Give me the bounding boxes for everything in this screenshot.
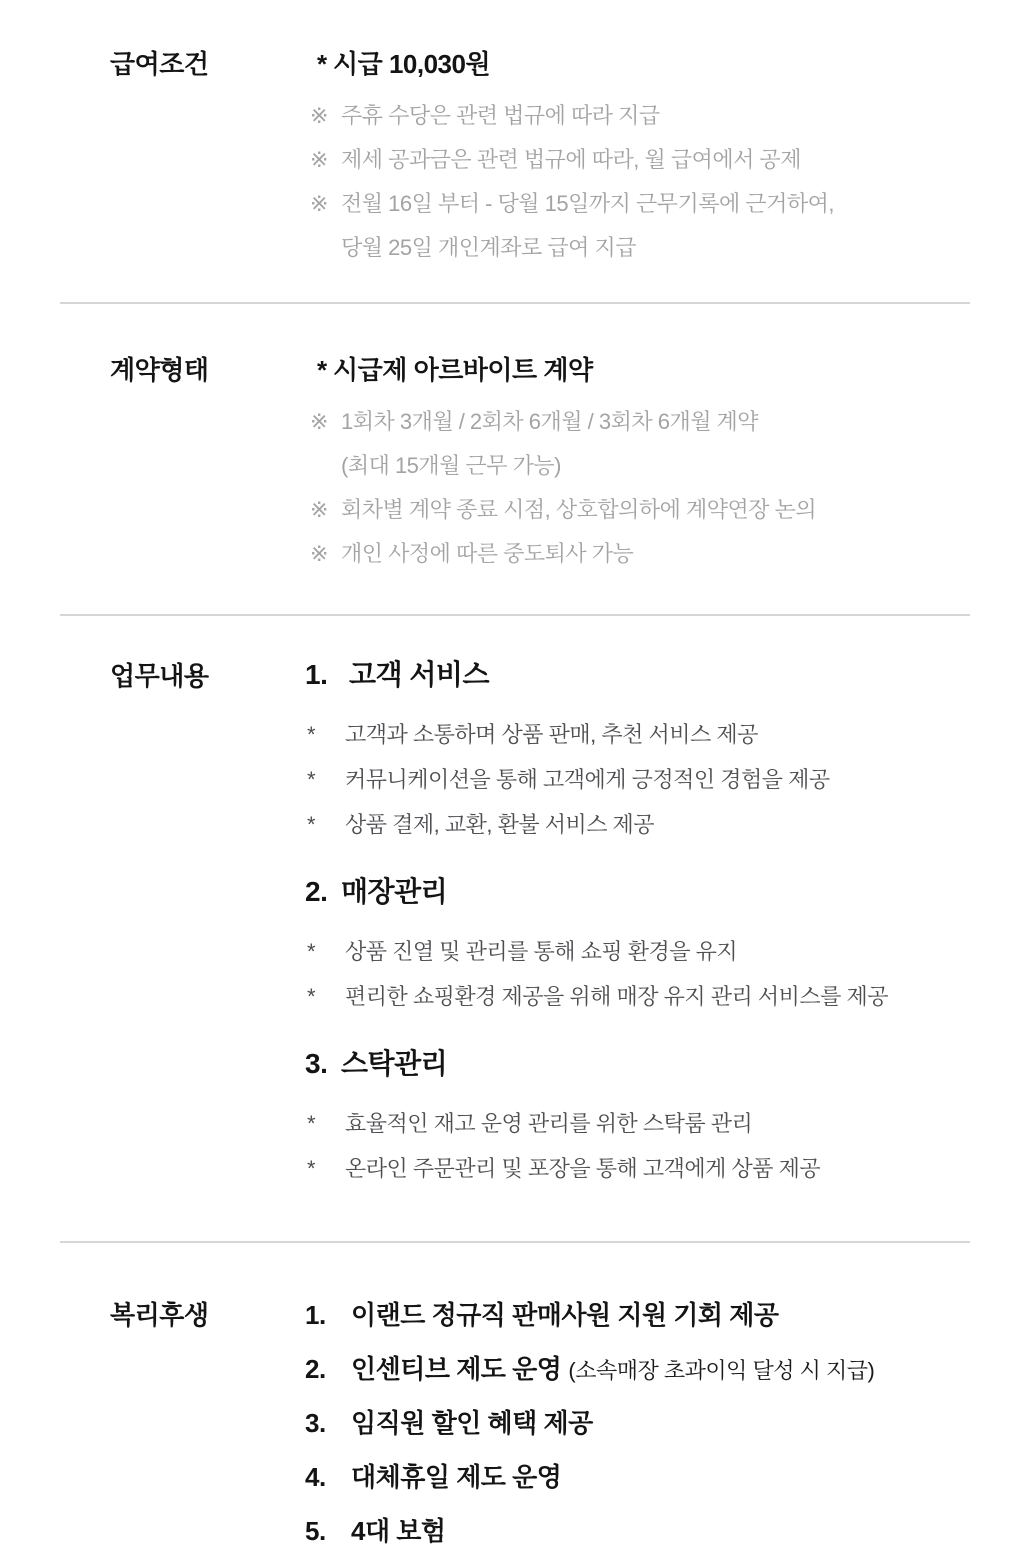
section-content-salary	[305, 46, 970, 270]
benefit-item	[305, 1451, 970, 1505]
contract-heading-line	[305, 352, 970, 388]
bullet-text: 편리한 쇼핑환경 제공을 위해 매장 유지 관리 서비스를 제공	[345, 984, 888, 1009]
section-label-salary: 급여조건	[110, 49, 209, 79]
note-indent	[305, 226, 341, 270]
bullet-line	[305, 1101, 970, 1146]
duty-number: 1.	[305, 659, 328, 690]
reference-mark-icon: ※	[310, 497, 328, 522]
benefit-item	[305, 1397, 970, 1451]
section-label-benefits: 복리후생	[110, 1300, 209, 1330]
bullet-line	[305, 802, 970, 847]
note-text: 개인 사정에 따른 중도퇴사 가능	[341, 541, 634, 566]
note-indent	[305, 444, 341, 488]
contract-heading: 시급제 아르바이트 계약	[333, 355, 593, 385]
note-text: 1회차 3개월 / 2회차 6개월 / 3회차 6개월 계약	[341, 409, 759, 434]
section-content-duties	[305, 658, 970, 1191]
asterisk-bullet-icon: *	[307, 1156, 316, 1181]
duty-group-stock-management	[305, 1047, 970, 1191]
benefit-text	[351, 1397, 600, 1451]
benefit-number: 5.	[305, 1516, 326, 1546]
benefit-number: 1.	[305, 1300, 326, 1330]
benefit-main-text: 임직원 할인 혜택 제공	[351, 1408, 593, 1438]
benefit-text	[351, 1343, 874, 1397]
asterisk-bullet-icon: *	[307, 984, 316, 1009]
benefit-item	[305, 1343, 970, 1397]
note-text: 주휴 수당은 관련 법규에 따라 지급	[341, 103, 660, 128]
note-line	[305, 94, 970, 138]
bullet-line	[305, 757, 970, 802]
benefit-number: 4.	[305, 1462, 326, 1492]
duty-group-store-management	[305, 875, 970, 1019]
asterisk-bullet-icon: *	[307, 1111, 316, 1136]
benefit-text	[351, 1505, 453, 1559]
duty-title: 고객 서비스	[349, 659, 490, 690]
benefit-main-text: 4대 보험	[351, 1516, 446, 1546]
benefit-number: 3.	[305, 1408, 326, 1438]
duty-bullets	[305, 929, 970, 1019]
duty-bullets	[305, 712, 970, 847]
section-label-duties: 업무내용	[110, 661, 209, 691]
duty-number: 2.	[305, 876, 328, 907]
salary-notes	[305, 94, 970, 270]
duty-heading	[305, 1047, 970, 1081]
bullet-text: 상품 결제, 교환, 환불 서비스 제공	[345, 812, 655, 837]
note-line	[305, 182, 970, 226]
duty-title: 스탁관리	[341, 1048, 448, 1079]
note-line	[305, 532, 970, 576]
bullet-text: 고객과 소통하며 상품 판매, 추천 서비스 제공	[345, 722, 758, 747]
benefit-number: 2.	[305, 1354, 326, 1384]
benefit-text	[351, 1289, 785, 1343]
section-contract	[60, 304, 970, 614]
section-content-contract	[305, 352, 970, 576]
benefit-text	[351, 1451, 568, 1505]
duty-heading	[305, 875, 970, 909]
salary-heading: 시급 10,030원	[333, 49, 491, 79]
bullet-line	[305, 1146, 970, 1191]
note-line	[305, 488, 970, 532]
benefit-main-text: 이랜드 정규직 판매사원 지원 기회 제공	[351, 1300, 779, 1330]
bullet-text: 상품 진열 및 관리를 통해 쇼핑 환경을 유지	[345, 939, 738, 964]
asterisk-bullet-icon: *	[307, 767, 316, 792]
bullet-text: 온라인 주문관리 및 포장을 통해 고객에게 상품 제공	[345, 1156, 821, 1181]
benefit-item	[305, 1289, 970, 1343]
section-duties	[60, 616, 970, 1241]
reference-mark-icon: ※	[310, 191, 328, 216]
section-content-benefits	[305, 1289, 970, 1559]
duty-bullets	[305, 1101, 970, 1191]
section-benefits	[60, 1243, 970, 1559]
reference-mark-icon: ※	[310, 103, 328, 128]
reference-mark-icon: ※	[310, 409, 328, 434]
bullet-line	[305, 712, 970, 757]
section-label-contract: 계약형태	[110, 355, 209, 385]
note-line	[305, 400, 970, 444]
note-text: 당월 25일 개인계좌로 급여 지급	[341, 235, 636, 260]
asterisk-marker: *	[317, 49, 327, 79]
salary-heading-line	[305, 46, 970, 82]
bullet-text: 커뮤니케이션을 통해 고객에게 긍정적인 경험을 제공	[345, 767, 830, 792]
note-text: (최대 15개월 근무 가능)	[341, 453, 561, 478]
benefit-main-text: 대체휴일 제도 운영	[351, 1462, 562, 1492]
duty-title: 매장관리	[341, 876, 448, 907]
asterisk-marker: *	[317, 355, 327, 385]
note-text: 회차별 계약 종료 시점, 상호합의하에 계약연장 논의	[341, 497, 817, 522]
note-line-continuation	[305, 444, 970, 488]
duty-number: 3.	[305, 1048, 328, 1079]
bullet-line	[305, 929, 970, 974]
reference-mark-icon: ※	[310, 147, 328, 172]
asterisk-bullet-icon: *	[307, 939, 316, 964]
benefit-main-text: 인센티브 제도 운영	[351, 1354, 562, 1384]
bullet-text: 효율적인 재고 운영 관리를 위한 스탁룸 관리	[345, 1111, 753, 1136]
asterisk-bullet-icon: *	[307, 812, 316, 837]
note-line	[305, 138, 970, 182]
bullet-line	[305, 974, 970, 1019]
asterisk-bullet-icon: *	[307, 722, 316, 747]
note-text: 전월 16일 부터 - 당월 15일까지 근무기록에 근거하여,	[341, 191, 834, 216]
section-salary	[60, 0, 970, 302]
benefit-suffix-text: (소속매장 초과이익 달성 시 지급)	[568, 1358, 875, 1383]
contract-notes	[305, 400, 970, 576]
benefit-item	[305, 1505, 970, 1559]
reference-mark-icon: ※	[310, 541, 328, 566]
note-line-continuation	[305, 226, 970, 270]
duty-group-customer-service	[305, 658, 970, 847]
duty-heading	[305, 658, 970, 692]
note-text: 제세 공과금은 관련 법규에 따라, 월 급여에서 공제	[341, 147, 801, 172]
